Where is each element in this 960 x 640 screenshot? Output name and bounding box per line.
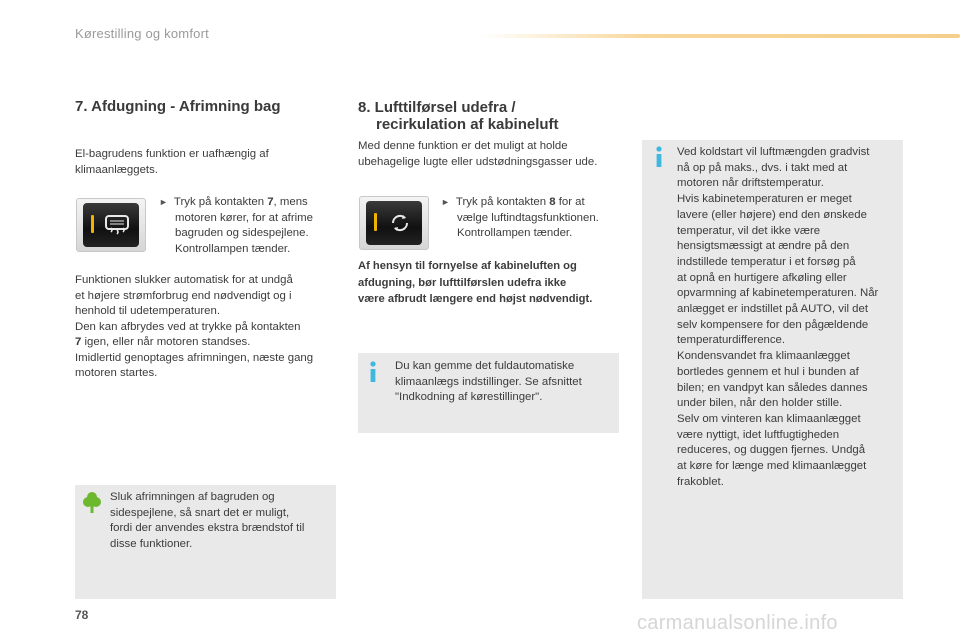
section-8-warning: Af hensyn til fornyelse af kabineluften og afdugning, bør lufttilførslen udefra ikke være afbrudt længere end højst nødvendigt. [358,260,593,305]
memory-info-box [358,353,619,433]
eco-note-box [75,485,336,599]
section-8-step: ► Tryk på kontakten 8 for at vælge luftindtagsfunktionen. Kontrollampen tænder. [441,196,599,239]
coldstart-info-box [642,140,903,599]
arrow-bullet-icon: ► [159,197,168,207]
indicator-lamp [374,213,377,231]
header-accent-line [480,34,960,38]
arrow-bullet-icon: ► [441,197,450,207]
section-8-intro: Med denne funktion er det muligt at holde ubehagelige lugte eller udstødningsgasser ude. [358,140,598,168]
air-recirculation-icon [386,210,414,236]
section-header: Kørestilling og komfort [75,26,209,41]
coldstart-info-text: Ved koldstart vil luftmængden gradvist nå op på maks., dvs. i takt med at motoren når driftstemperatur. Hvis kabinetemperaturen er meget lavere (eller højere) end den ønskede temperatur, vil det ikke være hensigtsmæssigt at ændre på den indstillede temperatur i et forsøg på at opnå en hurtigere afkøling eller opvarmning af kabinetemperaturen. Når anlægget er indstillet på AUTO, vil det selv kompensere for den pågældende temperaturdifference. Kondensvandet fra klimaanlægget bortledes gennem et hul i bunden af bilen; en vandpyt kan således dannes under bilen, når den holder stille. Selv om vinteren kan klimaanlægget være nyttigt, idet luftfugtigheden reduceres, og duggen fjernes. Undgå at køre for længe med klimaanlægget frakoblet. [677,146,879,488]
section-7-paragraph: Funktionen slukker automatisk for at undgå et højere strømforbrug end nødvendigt og i henhold til udetemperaturen. Den kan afbrydes ved at trykke på kontakten 7 igen, eller når motoren standses. Imidlertid genoptages afrimningen, næste gang motoren startes. [75,274,314,379]
section-7-step: ► Tryk på kontakten 7, mens motoren kører, for at afrime bagruden og sidespejlene. Kontrollampen tænder. [159,196,313,255]
section-7-title: 7. Afdugning - Afrimning bag [75,98,281,115]
section-7-intro: El-bagrudens funktion er uafhængig af klimaanlæggets. [75,148,269,176]
section-8-title: 8. Lufttilførsel udefra / recirkulation af kabineluft [358,99,559,133]
memory-info-text: Du kan gemme det fuldautomatiske klimaanlægs indstillinger. Se afsnittet "Indkodning af kørestillinger". [395,360,582,403]
rear-defrost-icon [103,212,131,238]
defrost-switch-image [76,198,146,252]
recirculation-switch-image [359,196,429,250]
indicator-lamp [91,215,94,233]
eco-tree-icon [83,491,101,515]
info-icon [653,146,665,168]
eco-note-text: Sluk afrimningen af bagruden og sidespejlene, så snart det er muligt, fordi der anvendes ekstra brændstof til disse funktioner. [110,491,305,550]
watermark: carmanualsonline.info [637,612,838,634]
page-number: 78 [75,608,89,622]
info-icon [367,361,379,383]
